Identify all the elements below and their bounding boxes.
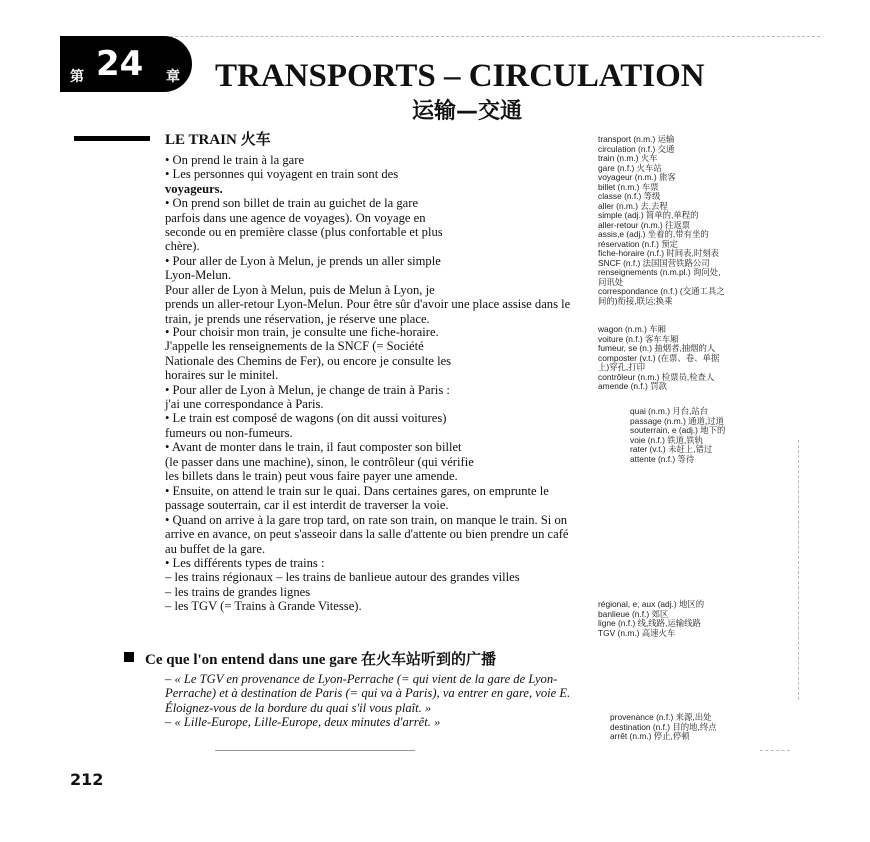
glossary-entry: fumeur, se (n.) 抽烟者,抽烟的人 <box>598 343 716 353</box>
glossary-entry: quai (n.m.) 月台,站台 <box>630 406 709 416</box>
glossary-entry: renseignements (n.m.pl.) 询问处, <box>598 267 721 277</box>
glossary-entry: amende (n.f.) 罚款 <box>598 381 667 391</box>
glossary-entry: réservation (n.f.) 预定 <box>598 238 679 249</box>
glossary-entry: assis,e (adj.) 坐着的,带有坐的 <box>598 229 709 239</box>
glossary-entry: voie (n.f.) 铁道,铁轨 <box>630 434 704 445</box>
text-line: voyageurs. <box>165 181 223 196</box>
glossary-entry: voyageur (n.m.) 旅客 <box>598 172 676 182</box>
glossary-entry: contrôleur (n.m.) 检票员,检查人 <box>598 371 715 382</box>
text-line: – « Le TGV en provenance de Lyon-Perrache (= qui vient de la gare de Lyon- <box>165 672 558 686</box>
text-line: au buffet de la gare. <box>165 541 266 556</box>
text-line: – les trains régionaux – les trains de banlieue autour des grandes villes <box>165 570 520 585</box>
glossary-entry: attente (n.f.) 等待 <box>630 453 695 464</box>
glossary-entry: composter (v.t.) (在票、卷、单据 <box>598 352 720 363</box>
glossary-entry: ligne (n.f.) 线,线路,运输线路 <box>598 618 701 628</box>
text-line: – les TGV (= Trains à Grande Vitesse). <box>165 599 362 614</box>
text-line: Lyon-Melun. <box>165 268 232 283</box>
top-rule <box>60 36 820 37</box>
glossary-entry: billet (n.m.) 车票 <box>598 181 659 192</box>
page-title-fr: TRANSPORTS – CIRCULATION <box>215 58 705 94</box>
text-line: • Les personnes qui voyagent en train sont des <box>165 167 399 182</box>
glossary-entry: passage (n.m.) 通道,过道 <box>630 415 725 426</box>
text-line: (le passer dans une machine), sinon, le contrôleur (qui vérifie <box>165 454 474 469</box>
body-text-mid <box>165 325 595 483</box>
glossary-entry: destination (n.f.) 目的地,终点 <box>610 721 717 732</box>
section-marker <box>124 652 134 662</box>
glossary-entry: 间的)衔接,联运;换乘 <box>598 295 673 306</box>
text-line: prends un aller-retour Lyon-Melun. Pour être sûr d'avoir une place assise dans le <box>165 297 571 312</box>
body-text-top <box>165 153 595 283</box>
text-line: parfois dans une agence de voyages). On voyage en <box>165 210 426 225</box>
text-line: J'appelle les renseignements de la SNCF (= Société <box>165 339 424 354</box>
body-text-bottom <box>165 484 770 614</box>
glossary-entry: SNCF (n.f.) 法国国营铁路公司 <box>598 257 710 268</box>
text-line: • Quand on arrive à la gare trop tard, on rate son train, on manque le train. Si on <box>165 512 568 527</box>
text-line: arrive en avance, on peut s'asseoir dans la salle d'attente ou bien prendre un café <box>165 527 569 542</box>
glossary-block <box>610 713 717 742</box>
text-line: j'ai une correspondance à Paris. <box>165 397 324 412</box>
text-line: • Pour aller de Lyon à Melun, je change de train à Paris : <box>165 382 450 397</box>
text-line: • Pour choisir mon train, je consulte une fiche-horaire. <box>165 325 439 339</box>
text-line: • Les différents types de trains : <box>165 556 325 571</box>
text-line: • Avant de monter dans le train, il faut composter son billet <box>165 440 462 455</box>
text-line: chère). <box>165 239 200 254</box>
glossary-entry: souterrain, e (adj.) 地下的 <box>630 425 726 435</box>
text-line: • On prend le train à la gare <box>165 153 305 167</box>
glossary-entry: 问讯处 <box>598 276 624 287</box>
glossary-entry: aller (n.m.) 去,去程 <box>598 200 668 211</box>
glossary-entry: simple (adj.) 简单的,单程的 <box>598 210 699 220</box>
glossary-block <box>598 135 725 306</box>
glossary-entry: aller-retour (n.m.) 往返票 <box>598 219 691 230</box>
glossary-entry: wagon (n.m.) 车厢 <box>598 324 666 334</box>
glossary-entry: rater (v.t.) 未赶上,错过 <box>630 444 713 454</box>
glossary-entry: régional, e, aux (adj.) 地区的 <box>598 599 705 609</box>
glossary-entry: transport (n.m.) 运输 <box>598 134 675 144</box>
section-title: LE TRAIN 火车 <box>165 132 271 148</box>
section-marker <box>74 136 150 141</box>
glossary-entry: circulation (n.f.) 交通 <box>598 143 675 154</box>
text-line: horaires sur le minitel. <box>165 368 279 383</box>
margin-rule <box>798 440 799 700</box>
text-line: Pour aller de Lyon à Melun, puis de Melun à Lyon, je <box>165 283 435 297</box>
glossary-entry: correspondance (n.f.) (交通工具之 <box>598 286 725 296</box>
text-line: • On prend son billet de train au guichet de la gare <box>165 196 419 211</box>
page-number: 212 <box>70 770 104 789</box>
glossary-entry: gare (n.f.) 火车站 <box>598 162 662 173</box>
glossary-entry: arrêt (n.m.) 停止,停顿 <box>610 731 690 741</box>
glossary-entry: banlieue (n.f.) 郊区 <box>598 608 669 619</box>
text-line: • Pour aller de Lyon à Melun, je prends un aller simple <box>165 253 441 268</box>
chapter-prefix: 第 <box>70 69 84 85</box>
chapter-number: 24 <box>96 44 144 84</box>
glossary-block <box>630 407 725 464</box>
chapter-suffix: 章 <box>166 69 180 85</box>
glossary-entry: train (n.m.) 火车 <box>598 153 658 163</box>
text-line: – les trains de grandes lignes <box>165 584 311 599</box>
glossary-block <box>598 325 719 392</box>
glossary-entry: voiture (n.f.) 客车车厢 <box>598 333 679 344</box>
text-line: les billets dans le train) peut vous faire payer une amende. <box>165 469 458 484</box>
glossary-block <box>598 600 704 638</box>
text-line: train, je prends une réservation, je réserve une place. <box>165 311 430 326</box>
text-line: • Le train est composé de wagons (on dit aussi voitures) <box>165 411 447 426</box>
glossary-entry: classe (n.f.) 等级 <box>598 191 661 201</box>
glossary-entry: 上)穿孔,打印 <box>598 362 645 372</box>
text-line: • Ensuite, on attend le train sur le quai. Dans certaines gares, on emprunte le <box>165 484 549 498</box>
text-line: Perrache) et à destination de Paris (= qui va à Paris), va entrer en gare, voie E. <box>165 686 571 701</box>
glossary-entry: fiche-horaire (n.f.) 时间表,时刻表 <box>598 248 719 258</box>
section-title: Ce que l'on entend dans une gare 在火车站听到的广播 <box>145 652 497 668</box>
text-line: – « Lille-Europe, Lille-Europe, deux minutes d'arrêt. » <box>165 715 441 730</box>
text-line: Éloignez-vous de la bordure du quai s'il vous plaît. » <box>165 700 432 715</box>
bottom-rule <box>760 750 790 751</box>
glossary-entry: provenance (n.f.) 来源,出处 <box>610 712 712 722</box>
text-line: passage souterrain, car il est interdit de traverser la voie. <box>165 498 449 513</box>
bottom-rule <box>215 750 415 751</box>
text-line: Nationale des Chemins de Fer), ou encore je consulte les <box>165 353 452 368</box>
text-line: fumeurs ou non-fumeurs. <box>165 425 293 440</box>
glossary-entry: TGV (n.m.) 高速火车 <box>598 627 676 638</box>
text-line: seconde ou en première classe (plus confortable et plus <box>165 225 443 240</box>
page-title-zh: 运输—交通 <box>412 99 523 124</box>
